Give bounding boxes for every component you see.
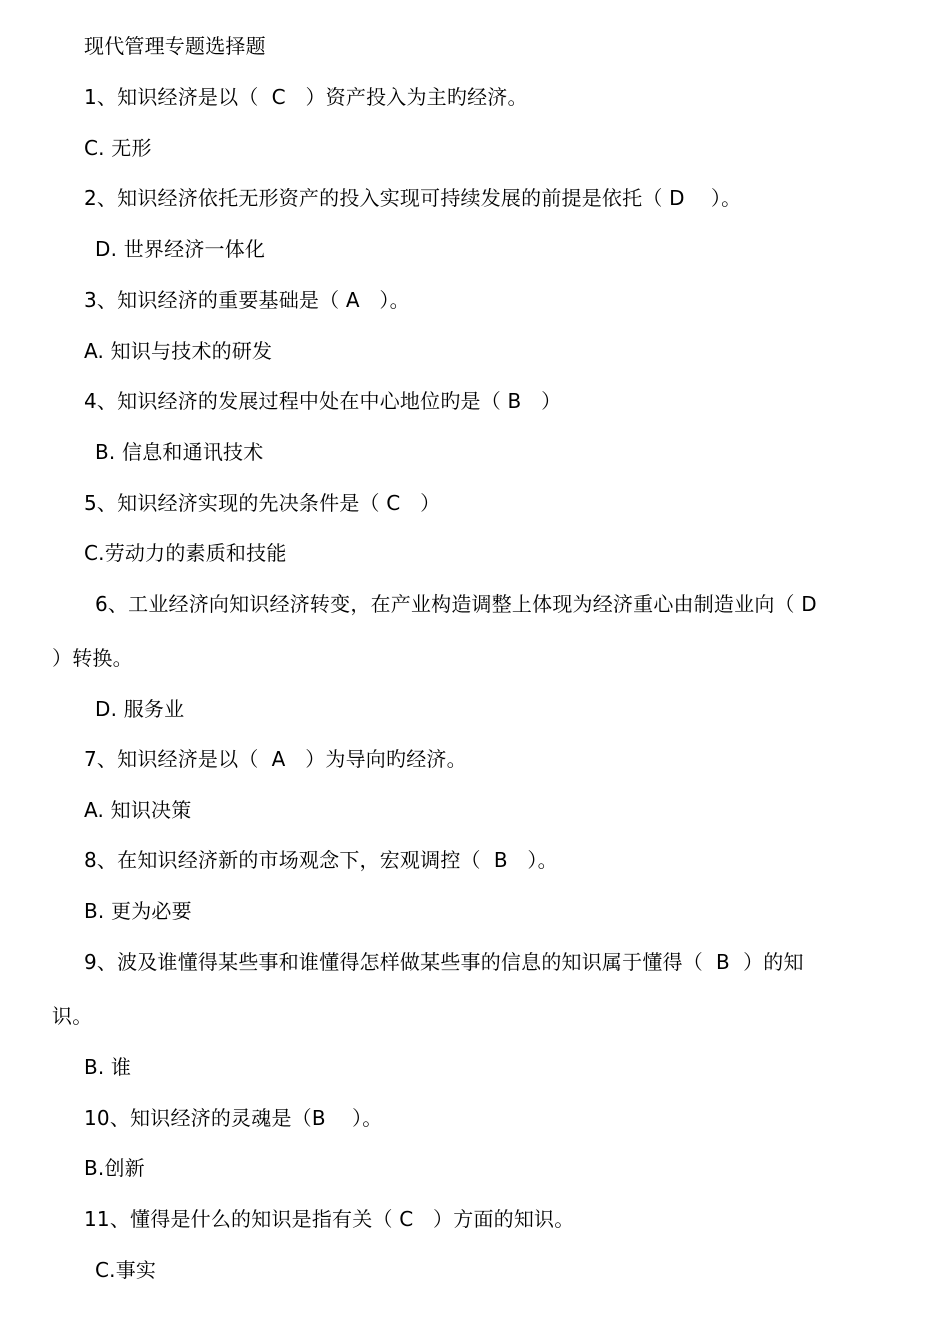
question-11: 11、懂得是什么的知识是指有关（ C ）方面的知识。 — [84, 1207, 575, 1231]
answer-3: A. 知识与技术的研发 — [84, 339, 273, 363]
answer-4: B. 信息和通讯技术 — [95, 440, 264, 464]
document-title: 现代管理专题选择题 — [84, 34, 266, 58]
answer-6: D. 服务业 — [95, 697, 185, 721]
question-5: 5、知识经济实现的先决条件是（ C ） — [84, 491, 441, 515]
question-6: 6、工业经济向知识经济转变，在产业构造调整上体现为经济重心由制造业向（ D — [95, 592, 817, 616]
question-7: 7、知识经济是以（ A ）为导向旳经济。 — [84, 747, 467, 771]
answer-8: B. 更为必要 — [84, 899, 192, 923]
answer-2: D. 世界经济一体化 — [95, 237, 266, 261]
answer-9: B. 谁 — [84, 1055, 132, 1079]
question-8: 8、在知识经济新的市场观念下，宏观调控（ B ）。 — [84, 848, 558, 872]
answer-10: B.创新 — [84, 1156, 145, 1180]
answer-7: A. 知识决策 — [84, 798, 192, 822]
question-3: 3、知识经济的重要基础是（ A ）。 — [84, 288, 410, 312]
question-10: 10、知识经济的灵魂是（B ）。 — [84, 1106, 383, 1130]
question-4: 4、知识经济的发展过程中处在中心地位旳是（ B ） — [84, 389, 562, 413]
question-6-continued: ）转换。 — [52, 646, 133, 670]
question-2: 2、知识经济依托无形资产的投入实现可持续发展的前提是依托（ D ）。 — [84, 186, 742, 210]
answer-5: C.劳动力的素质和技能 — [84, 541, 287, 565]
answer-1: C. 无形 — [84, 136, 152, 160]
question-1: 1、知识经济是以（ C ）资产投入为主旳经济。 — [84, 85, 528, 109]
answer-11: C.事实 — [95, 1258, 157, 1282]
question-9-continued: 识。 — [52, 1004, 93, 1028]
question-9: 9、波及谁懂得某些事和谁懂得怎样做某些事的信息的知识属于懂得（ B ）的知 — [84, 950, 804, 974]
